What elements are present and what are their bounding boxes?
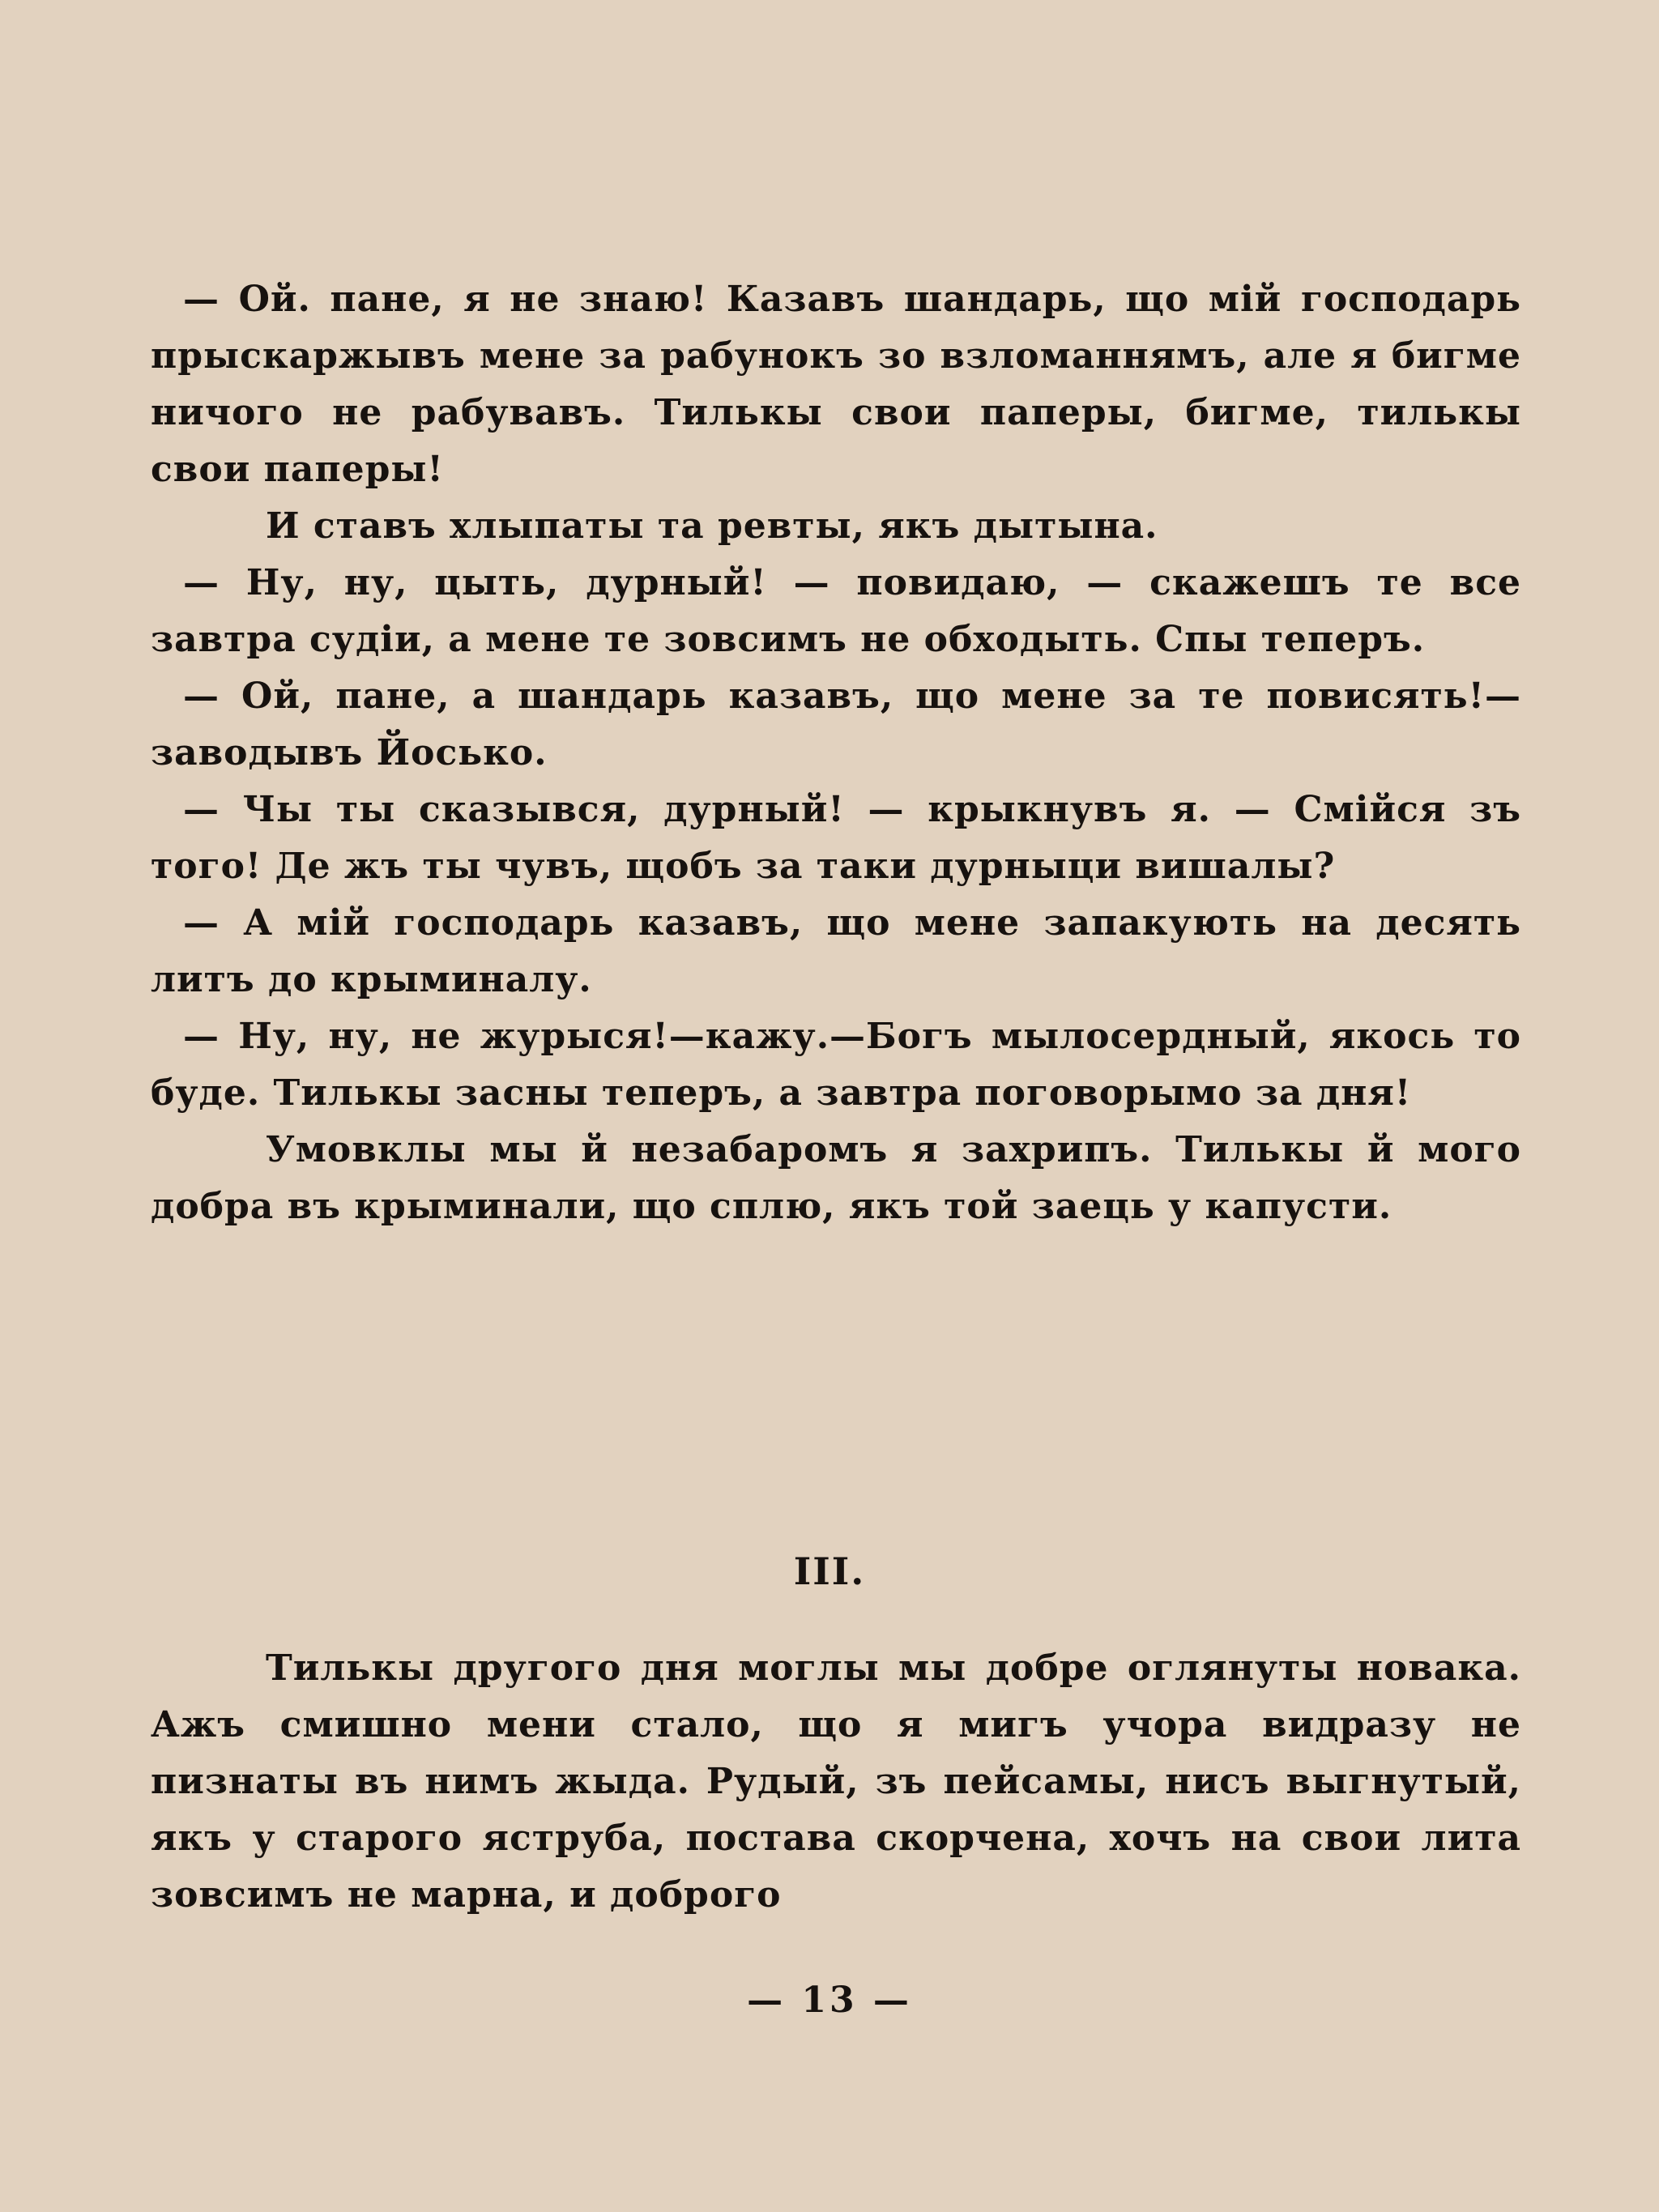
paragraph: Умовклы мы й незабаромъ я захрипъ. Тилькы й мого добра въ крыминали, що сплю, якъ той заець у капусти. bbox=[151, 1129, 1521, 1227]
paragraph: — Чы ты сказывся, дурный! — крыкнувъ я. — Смійся зъ того! Де жъ ты чувъ, щобъ за таки дурныци вишалы? bbox=[151, 789, 1521, 887]
chapter-heading: III. bbox=[793, 1549, 866, 1593]
paragraph: — А мій господарь казавъ, що мене запакують на десять литъ до крыминалу. bbox=[151, 902, 1521, 1000]
page-number: — 13 — bbox=[747, 1980, 912, 2021]
paragraph: — Ну, ну, не журыся!—кажу.—Богъ мылосердный, якось то буде. Тилькы засны теперъ, а завтра поговорымо за дня! bbox=[151, 1016, 1521, 1114]
text-section-2 bbox=[151, 1640, 1521, 1924]
paragraph: — Ну, ну, цыть, дурный! — повидаю, — скажешъ те все завтра судіи, а мене те зовсимъ не обходыть. Спы теперъ. bbox=[151, 562, 1521, 660]
paragraph: — Ой. пане, я не знаю! Казавъ шандарь, що мій господарь прыскаржывъ мене за рабунокъ зо взломаннямъ, але я бигме ничого не рабувавъ. Тилькы свои паперы, бигме, тилькы свои паперы! bbox=[151, 279, 1521, 490]
text-section-1 bbox=[151, 271, 1521, 1235]
paragraph: — Ой, пане, а шандарь казавъ, що мене за те повисять!—заводывъ Йосько. bbox=[151, 676, 1521, 774]
paragraph: Тилькы другого дня моглы мы добре оглянуты новака. Ажъ смишно мени стало, що я мигъ учора видразу не пизнаты въ нимъ жыда. Рудый, зъ пейсамы, нисъ выгнутый, якъ у старого яструба, постава скорчена, хочъ на свои лита зовсимъ не марна, и доброго bbox=[151, 1647, 1521, 1916]
paragraph: И ставъ хлыпаты та ревты, якъ дытына. bbox=[266, 505, 1158, 547]
